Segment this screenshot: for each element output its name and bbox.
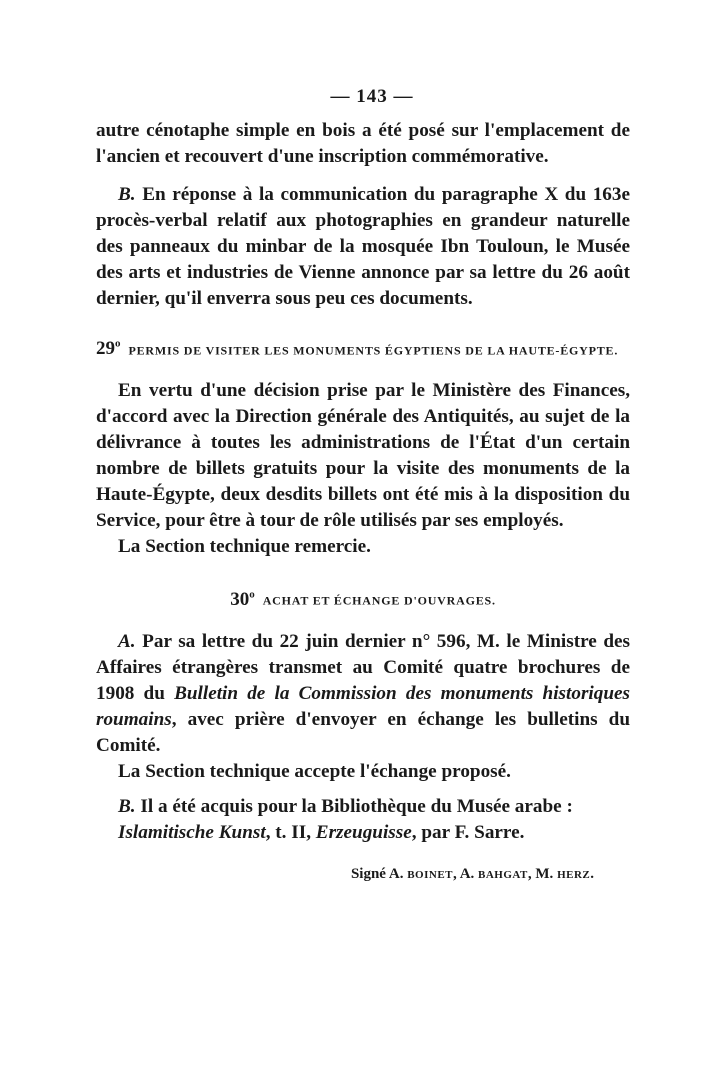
signatory-bahgat: BAHGAT xyxy=(478,868,528,881)
section-29-heading xyxy=(96,338,630,360)
section-title: PERMIS DE VISITER LES MONUMENTS ÉGYPTIENS DE LA HAUTE-ÉGYPTE. xyxy=(128,343,619,358)
continuation-paragraph: autre cénotaphe simple en bois a été posé sur l'emplacement de l'ancien et recouvert d'une inscription commémorative. xyxy=(96,120,630,167)
paragraph-label: A. xyxy=(118,630,136,652)
acquisition-title-line: Islamitische Kunst, t. II, Erzeuguisse, par F. Sarre. xyxy=(118,821,525,843)
signatory-herz: HERZ xyxy=(557,868,591,881)
page xyxy=(96,86,630,883)
paragraph-b-acquisition: B. Il a été acquis pour la Bibliothèque du Musée arabe : xyxy=(118,795,573,817)
signatory-boinet: BOINET xyxy=(407,868,454,881)
paragraph-label: B. xyxy=(118,795,136,817)
paragraph-a-reply: La Section technique accepte l'échange proposé. xyxy=(118,760,511,782)
section-number: 30$^o$ xyxy=(230,588,255,610)
section-number: 29$^o$ xyxy=(96,338,121,360)
bulletin-title: Bulletin de la Commission des monuments historiques roumains xyxy=(96,682,630,730)
page-number: — 143 — xyxy=(330,86,414,107)
section-29-reply: La Section technique remercie. xyxy=(118,536,371,558)
section-title: ACHAT ET ÉCHANGE D'OUVRAGES. xyxy=(262,593,496,608)
section-29-paragraph: En vertu d'une décision prise par le Ministère des Finances, d'accord avec la Direction générale des Antiquités, au sujet de la délivrance à toutes les administrations de l'État d'un certain nombre de billets gratuits pour la visite des monuments de la Haute-Égypte, deux desdits billets ont été mis à la disposition du Service, pour être à tour de rôle utilisés par ses employés. xyxy=(96,380,630,532)
book-title: Islamitische Kunst xyxy=(118,821,266,843)
paragraph-label: B. xyxy=(118,184,136,205)
signature-line: Signé A. BOINET, A. BAHGAT, M. HERZ. xyxy=(350,865,594,882)
paragraph-b-photographs xyxy=(96,182,630,312)
paragraph-a-brochures: A. Par sa lettre du 22 juin dernier n° 596, M. le Ministre des Affaires étrangères transmet au Comité quatre brochures de 1908 du Bulletin de la Commission des monuments historiques roumains, avec prière d'envoyer en échange les bulletins du Comité. xyxy=(96,630,630,756)
section-30-heading xyxy=(96,588,630,610)
book-subtitle: Erzeuguisse xyxy=(315,821,412,843)
paragraph-text: En réponse à la communication du paragraphe X du 163e procès-verbal relatif aux photographies en grandeur naturelle des panneaux du minbar de la mosquée Ibn Touloun, le Musée des arts et industries de Vienne annonce par sa lettre du 26 août dernier, qu'il enverra sous peu ces documents. xyxy=(96,184,630,309)
